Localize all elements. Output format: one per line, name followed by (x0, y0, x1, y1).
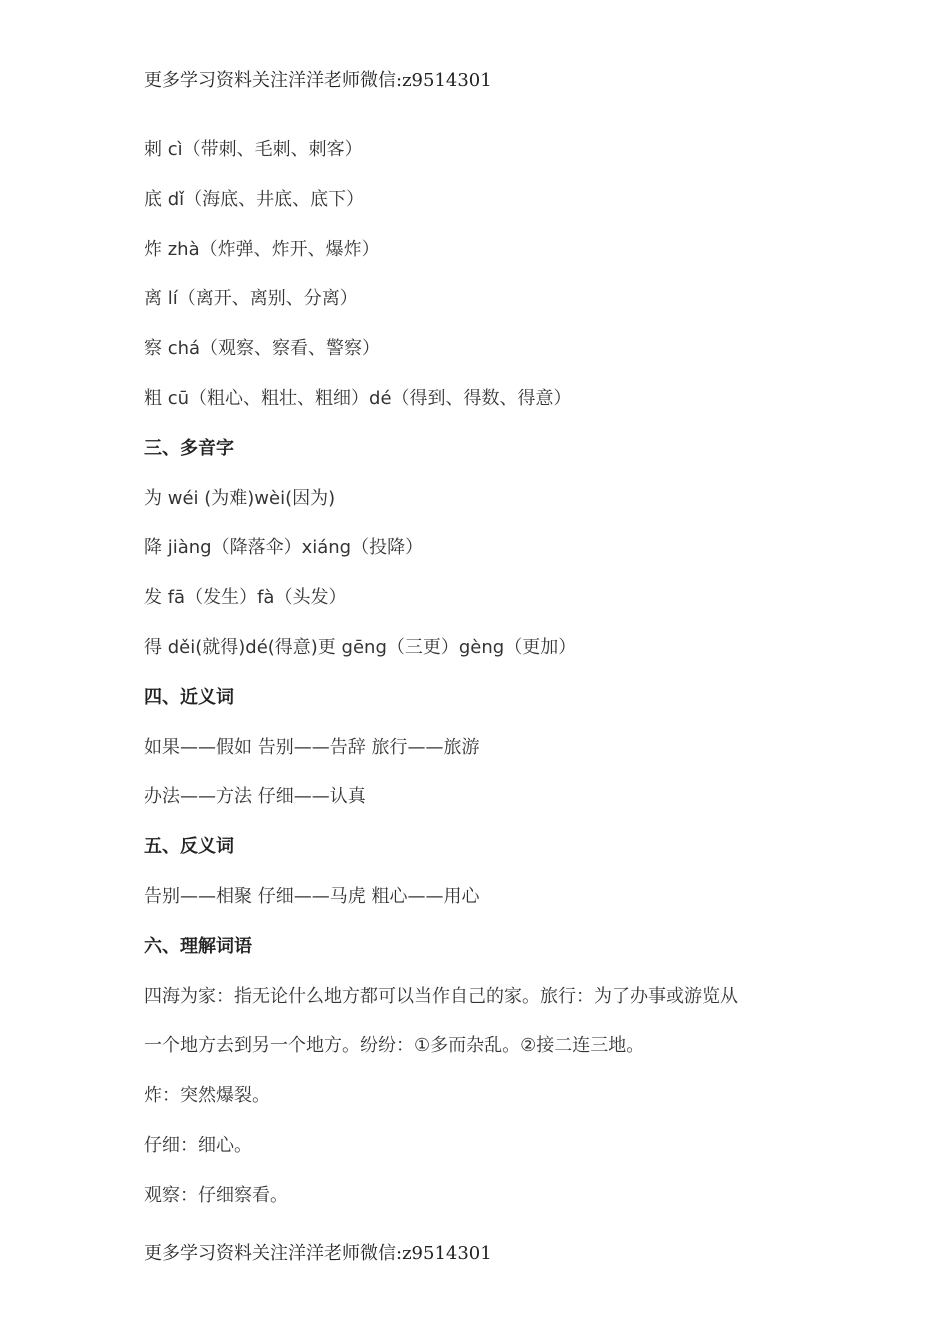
pinyin-entry-di: 底 dǐ（海底、井底、底下） (144, 188, 365, 210)
polyphone-entry-fa: 发 fā（发生）fà（头发） (144, 587, 347, 609)
polyphone-entry-dei-geng: 得 děi(就得)dé(得意)更 gēng（三更）gèng（更加） (144, 636, 577, 658)
section-heading-word-meanings: 六、理解词语 (144, 935, 252, 957)
meaning-line-2: 一个地方去到另一个地方。纷纷：①多而杂乱。②接二连三地。 (144, 1035, 645, 1057)
polyphone-entry-wei: 为 wéi (为难)wèi(因为) (144, 487, 336, 509)
meaning-line-guancha: 观察：仔细察看。 (144, 1184, 288, 1206)
section-heading-antonyms: 五、反义词 (144, 836, 234, 858)
synonym-line-2: 办法——方法 仔细——认真 (144, 786, 366, 808)
page-footer-watermark: 更多学习资料关注洋洋老师微信:z9514301 (144, 1243, 492, 1264)
meaning-line-zha: 炸：突然爆裂。 (144, 1085, 270, 1107)
document-body (144, 125, 844, 1221)
pinyin-entry-li: 离 lí（离开、离别、分离） (144, 288, 358, 310)
pinyin-entry-cu-de: 粗 cū（粗心、粗壮、粗细）dé（得到、得数、得意） (144, 387, 572, 409)
section-heading-polyphones: 三、多音字 (144, 437, 234, 459)
pinyin-entry-ci: 刺 cì（带刺、毛刺、刺客） (144, 139, 363, 160)
page-header-watermark: 更多学习资料关注洋洋老师微信:z9514301 (144, 70, 492, 91)
polyphone-entry-jiang: 降 jiàng（降落伞）xiáng（投降） (144, 537, 424, 559)
meaning-line-zixi: 仔细：细心。 (144, 1134, 252, 1156)
pinyin-entry-cha: 察 chá（观察、察看、警察） (144, 338, 381, 360)
section-heading-synonyms: 四、近义词 (144, 686, 234, 708)
pinyin-entry-zha: 炸 zhà（炸弹、炸开、爆炸） (144, 238, 380, 260)
meaning-line-1: 四海为家：指无论什么地方都可以当作自己的家。旅行：为了办事或游览从 (144, 985, 738, 1007)
synonym-line-1: 如果——假如 告别——告辞 旅行——旅游 (144, 736, 480, 758)
antonym-line-1: 告别——相聚 仔细——马虎 粗心——用心 (144, 885, 480, 907)
